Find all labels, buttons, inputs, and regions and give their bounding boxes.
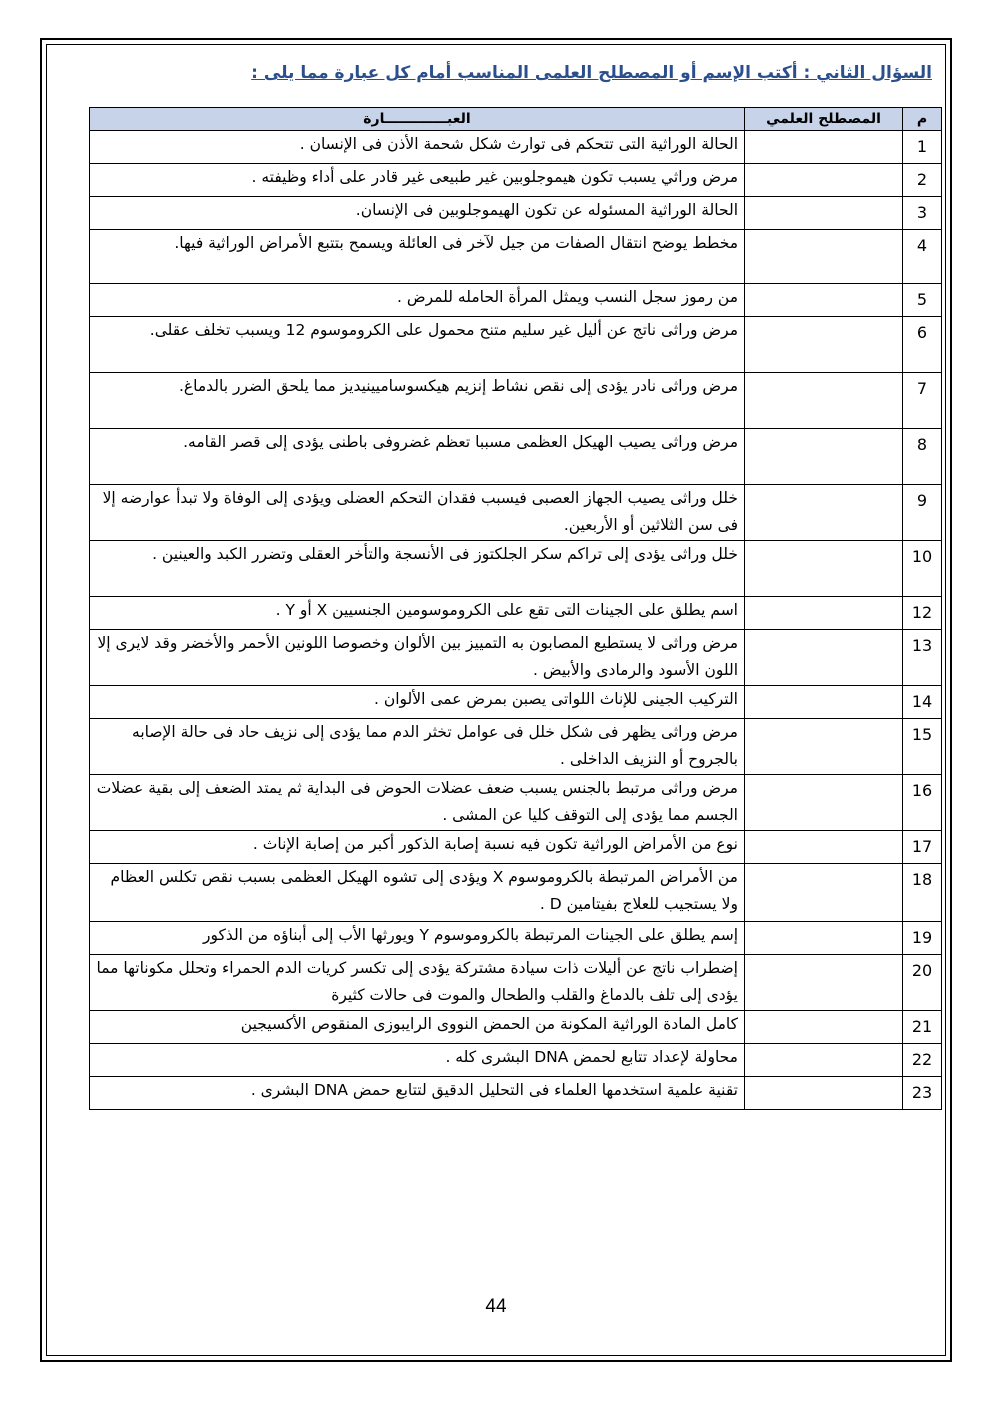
row-number: 10 [903,541,942,597]
answer-cell[interactable] [745,719,903,775]
table-row [90,284,942,317]
table-row [90,955,942,1011]
answer-cell[interactable] [745,284,903,317]
statement-cell: إسم يطلق على الجينات المرتبطة بالكروموسوم Y ويورثها الأب إلى أبناؤه من الذكور [90,922,745,955]
row-number: 18 [903,864,942,922]
answer-cell[interactable] [745,775,903,831]
statement-cell: الحالة الوراثية المسئوله عن تكون الهيموجلوبين فى الإنسان. [90,197,745,230]
answer-cell[interactable] [745,922,903,955]
row-number: 3 [903,197,942,230]
table-row [90,131,942,164]
row-number: 17 [903,831,942,864]
row-number: 22 [903,1044,942,1077]
statement-cell: مرض وراثى لا يستطيع المصابون به التمييز بين الألوان وخصوصا اللونين الأحمر والأخضر وقد لايرى إلا اللون الأسود والرمادى والأبيض . [90,630,745,686]
header-num: م [903,108,942,131]
page-number: 44 [485,1296,507,1317]
row-number: 5 [903,284,942,317]
statement-cell: خلل وراثى يؤدى إلى تراكم سكر الجلكتوز فى الأنسجة والتأخر العقلى وتضرر الكبد والعينين . [90,541,745,597]
row-number: 15 [903,719,942,775]
statement-cell: نوع من الأمراض الوراثية تكون فيه نسبة إصابة الذكور أكبر من إصابة الإناث . [90,831,745,864]
answer-cell[interactable] [745,131,903,164]
statement-cell: مرض وراثى يصيب الهيكل العظمى مسببا تعظم غضروفى باطنى يؤدى إلى قصر القامه. [90,429,745,485]
table-header-row [90,108,942,131]
table-row [90,1044,942,1077]
row-number: 9 [903,485,942,541]
table-row [90,485,942,541]
table-row [90,230,942,284]
table-row [90,541,942,597]
answer-cell[interactable] [745,597,903,630]
row-number: 20 [903,955,942,1011]
statement-cell: مخطط يوضح انتقال الصفات من جيل لآخر فى العائلة ويسمح بتتبع الأمراض الوراثية فيها. [90,230,745,284]
header-statement: العبـــــــــــــارة [90,108,745,131]
table-row [90,630,942,686]
row-number: 16 [903,775,942,831]
table-row [90,373,942,429]
statement-cell: كامل المادة الوراثية المكونة من الحمض النووى الرايبوزى المنقوص الأكسيجين [90,1011,745,1044]
answer-cell[interactable] [745,373,903,429]
answer-cell[interactable] [745,164,903,197]
statement-cell: مرض وراثي يسبب تكون هيموجلوبين غير طبيعى غير قادر على أداء وظيفته . [90,164,745,197]
table-row [90,197,942,230]
row-number: 13 [903,630,942,686]
answer-cell[interactable] [745,955,903,1011]
answer-cell[interactable] [745,831,903,864]
statement-cell: محاولة لإعداد تتابع لحمض DNA البشرى كله . [90,1044,745,1077]
answer-cell[interactable] [745,1044,903,1077]
statement-cell: من الأمراض المرتبطة بالكروموسوم X ويؤدى إلى تشوه الهيكل العظمى بسبب نقص تكلس العظام ولا يستجيب للعلاج بفيتامين D . [90,864,745,922]
answer-cell[interactable] [745,686,903,719]
statement-cell: من رموز سجل النسب ويمثل المرأة الحامله للمرض . [90,284,745,317]
statement-cell: مرض وراثى نادر يؤدى إلى نقص نشاط إنزيم هيكسوساميينيديز مما يلحق الضرر بالدماغ. [90,373,745,429]
table-row [90,597,942,630]
statement-cell: إضطراب ناتج عن أليلات ذات سيادة مشتركة يؤدى إلى تكسر كريات الدم الحمراء وتحلل مكوناتها مما يؤدى إلى تلف بالدماغ والقلب والطحال والموت فى حالات كثيرة [90,955,745,1011]
answer-cell[interactable] [745,197,903,230]
row-number: 4 [903,230,942,284]
statement-cell: تقنية علمية استخدمها العلماء فى التحليل الدقيق لتتابع حمض DNA البشرى . [90,1077,745,1110]
statement-cell: مرض وراثى يظهر فى شكل خلل فى عوامل تخثر الدم مما يؤدى إلى نزيف حاد فى حالة الإصابه بالجروح أو النزيف الداخلى . [90,719,745,775]
answer-cell[interactable] [745,1077,903,1110]
row-number: 6 [903,317,942,373]
terms-table [89,107,942,1110]
table-row [90,831,942,864]
table-row [90,164,942,197]
statement-cell: مرض وراثى مرتبط بالجنس يسبب ضعف عضلات الحوض فى البداية ثم يمتد الضعف إلى بقية عضلات الجسم مما يؤدى إلى التوقف كليا عن المشى . [90,775,745,831]
statement-cell: خلل وراثى يصيب الجهاز العصبى فيسبب فقدان التحكم العضلى ويؤدى إلى الوفاة ولا تبدأ عوارضه إلا فى سن الثلاثين أو الأربعين. [90,485,745,541]
row-number: 2 [903,164,942,197]
table-row [90,686,942,719]
table-row [90,1077,942,1110]
header-term: المصطلح العلمي [745,108,903,131]
answer-cell[interactable] [745,541,903,597]
row-number: 8 [903,429,942,485]
statement-cell: مرض وراثى ناتج عن أليل غير سليم متنح محمول على الكروموسوم 12 ويسبب تخلف عقلى. [90,317,745,373]
table-row [90,317,942,373]
answer-cell[interactable] [745,864,903,922]
answer-cell[interactable] [745,230,903,284]
question-title: السؤال الثاني : أكتب الإسم أو المصطلح العلمى المناسب أمام كل عبارة مما يلى : [251,63,932,83]
table-row [90,775,942,831]
row-number: 19 [903,922,942,955]
answer-cell[interactable] [745,317,903,373]
answer-cell[interactable] [745,630,903,686]
table-row [90,922,942,955]
answer-cell[interactable] [745,1011,903,1044]
row-number: 1 [903,131,942,164]
table-row [90,719,942,775]
table-row [90,429,942,485]
table-row [90,864,942,922]
statement-cell: التركيب الجينى للإناث اللواتى يصبن بمرض عمى الألوان . [90,686,745,719]
row-number: 21 [903,1011,942,1044]
row-number: 14 [903,686,942,719]
answer-cell[interactable] [745,429,903,485]
row-number: 7 [903,373,942,429]
answer-cell[interactable] [745,485,903,541]
table-row [90,1011,942,1044]
statement-cell: اسم يطلق على الجينات التى تقع على الكروموسومين الجنسيين X أو Y . [90,597,745,630]
row-number: 12 [903,597,942,630]
statement-cell: الحالة الوراثية التى تتحكم فى توارث شكل شحمة الأذن فى الإنسان . [90,131,745,164]
row-number: 23 [903,1077,942,1110]
